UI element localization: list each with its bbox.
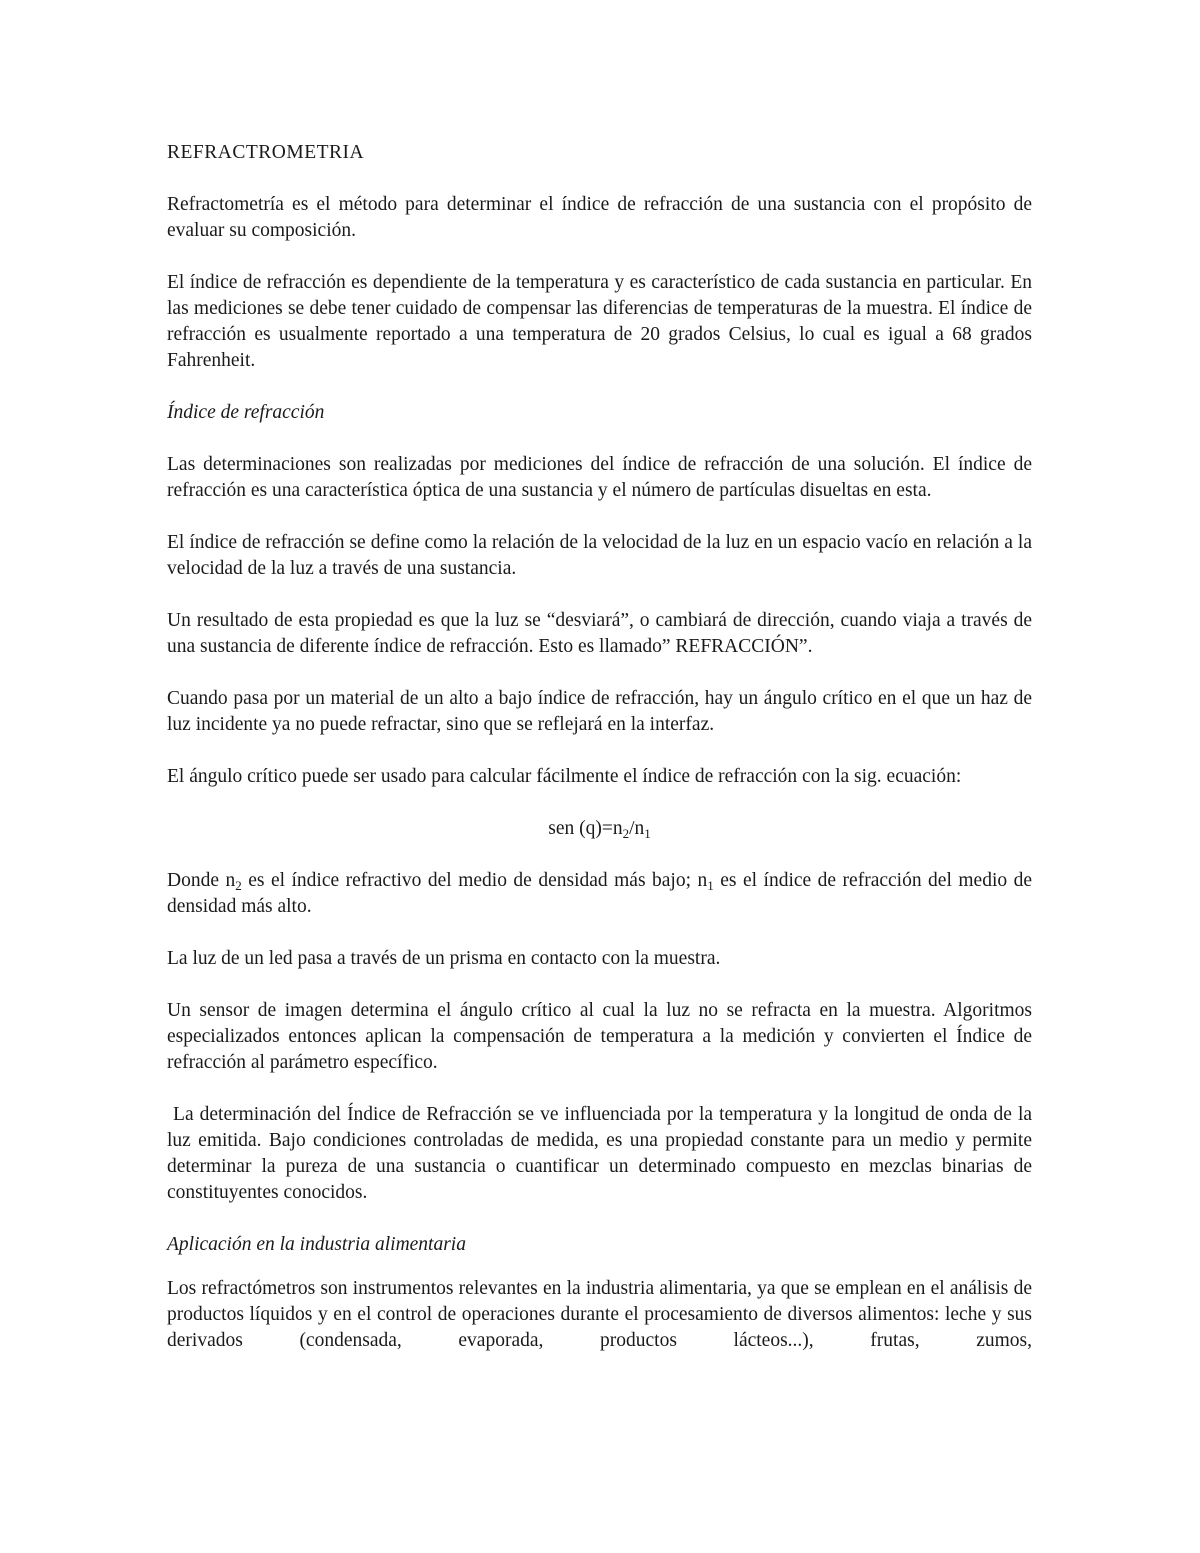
equation-subscript-1: 1 [644, 826, 651, 841]
explanation-subscript-2: 2 [235, 878, 242, 893]
section-heading-indice: Índice de refracción [167, 402, 325, 423]
paragraph-temperature: El índice de refracción es dependiente de la temperatura y es característico de cada sustancia en particular. En las mediciones se debe tener cuidado de compensar las diferencias de temperaturas de la muestra. El índice de refracción es usualmente reportado a una temperatura de 20 grados Celsius, lo cual es igual a 68 grados Fahrenheit. [167, 272, 1032, 371]
paragraph-definition: Refractometría es el método para determinar el índice de refracción de una sustancia con el propósito de evaluar su composición. [167, 194, 1032, 241]
explanation-part-a: Donde n [167, 870, 236, 891]
paragraph-refraction-result: Un resultado de esta propiedad es que la luz se “desviará”, o cambiará de dirección, cuando viaja a través de una sustancia de diferente índice de refracción. Esto es llamado” REFRACCIÓN”. [167, 610, 1032, 657]
equation-mid: /n [629, 818, 645, 839]
section-heading-aplicacion: Aplicación en la industria alimentaria [167, 1234, 466, 1255]
equation-lhs: sen (q)=n [548, 818, 623, 839]
paragraph-determinations: Las determinaciones son realizadas por mediciones del índice de refracción de una solución. El índice de refracción es una característica óptica de una sustancia y el número de partículas disueltas en esta. [167, 454, 1032, 501]
paragraph-influence: La determinación del Índice de Refracción se ve influenciada por la temperatura y la longitud de onda de la luz emitida. Bajo condiciones controladas de medida, es una propiedad constante para un medio y permite determinar la pureza de una sustancia o cuantificar un determinado compuesto en mezclas binarias de constituyentes conocidos. [167, 1104, 1037, 1203]
paragraph-image-sensor: Un sensor de imagen determina el ángulo crítico al cual la luz no se refracta en la muestra. Algoritmos especializados entonces aplican la compensación de temperatura a la medición y convierten el Índice de refracción al parámetro específico. [167, 1000, 1032, 1073]
paragraph-equation-explanation [167, 868, 1032, 920]
explanation-subscript-1: 1 [707, 878, 714, 893]
explanation-part-b: es el índice refractivo del medio de densidad más bajo; n [241, 870, 708, 891]
paragraph-index-definition: El índice de refracción se define como la relación de la velocidad de la luz en un espacio vacío en relación a la velocidad de la luz a través de una sustancia. [167, 532, 1032, 579]
explanation-part-c: es el índice de refracción del medio de densidad más alto. [167, 870, 1033, 917]
document-body [167, 140, 1037, 1354]
paragraph-led: La luz de un led pasa a través de un prisma en contacto con la muestra. [167, 948, 721, 969]
equation [167, 816, 1032, 842]
paragraph-food-industry: Los refractómetros son instrumentos relevantes en la industria alimentaria, ya que se emplean en el análisis de productos líquidos y en el control de operaciones durante el procesamiento de diversos alimentos: leche y sus derivados (condensada, evaporada, productos lácteos...), frutas, zumos, [167, 1278, 1032, 1351]
document-title: REFRACTROMETRIA [167, 142, 365, 163]
paragraph-equation-intro: El ángulo crítico puede ser usado para calcular fácilmente el índice de refracción con la sig. ecuación: [167, 766, 962, 787]
equation-subscript-2: 2 [622, 826, 630, 841]
paragraph-critical-angle: Cuando pasa por un material de un alto a bajo índice de refracción, hay un ángulo crítico en el que un haz de luz incidente ya no puede refractar, sino que se reflejará en la interfaz. [167, 688, 1032, 735]
